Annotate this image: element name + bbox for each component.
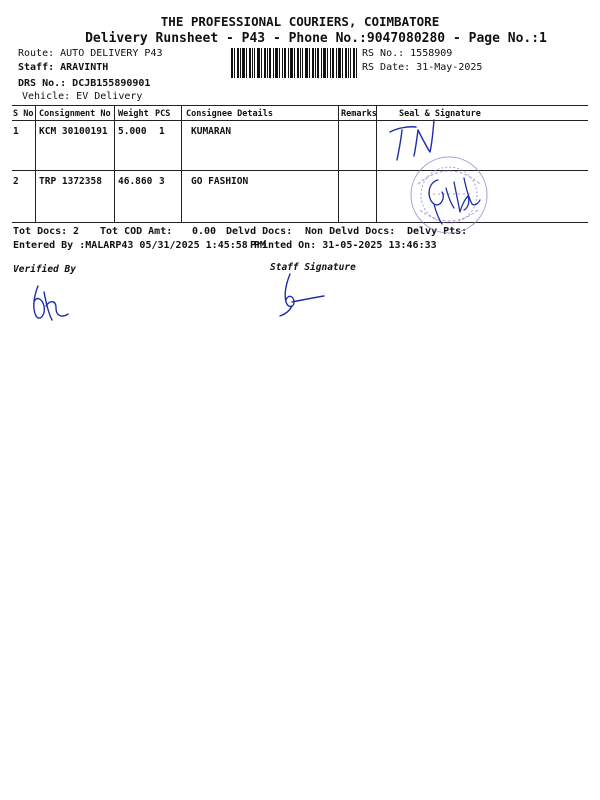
rs-number: RS No.: 1558909 <box>362 48 453 59</box>
row-pcs: 3 <box>159 176 165 187</box>
header-weight: Weight <box>118 109 149 119</box>
column-divider <box>181 105 182 222</box>
entered-by: Entered By :MALARP43 05/31/2025 1:45:58 PM <box>13 240 266 251</box>
rs-date: RS Date: 31-May-2025 <box>362 62 483 73</box>
row-weight: 5.000 <box>118 126 147 137</box>
staff-signature <box>276 270 328 322</box>
header-pcs: PCS <box>155 109 171 119</box>
header-seal-signature: Seal & Signature <box>399 109 481 119</box>
row-consignment-no: TRP 1372358 <box>39 176 102 187</box>
row-pcs: 1 <box>159 126 165 137</box>
header-remarks: Remarks <box>341 109 377 119</box>
row-consignee: GO FASHION <box>191 176 249 187</box>
header-consignee: Consignee Details <box>186 109 273 119</box>
table-header-rule <box>12 120 588 121</box>
table-top-rule <box>12 105 588 106</box>
staff-label: Staff: ARAVINTH <box>18 62 109 73</box>
verified-by-signature <box>28 282 76 324</box>
column-divider <box>114 105 115 222</box>
row-consignee: KUMARAN <box>191 126 232 137</box>
tot-docs-value: 2 <box>73 226 80 237</box>
header-sno: S No <box>13 109 34 119</box>
runsheet-subtitle: Delivery Runsheet - P43 - Phone No.:9047080280 - Page No.:1 <box>85 31 547 46</box>
printed-on: Printed On: 31-05-2025 13:46:33 <box>250 240 437 251</box>
tot-cod-value: 0.00 <box>192 226 217 237</box>
row-weight: 46.860 <box>118 176 153 187</box>
row-sno: 2 <box>13 176 19 187</box>
row-sno: 1 <box>13 126 19 137</box>
receiver-signature <box>420 168 484 228</box>
table-bottom-rule <box>12 222 588 223</box>
non-delvd-docs-label: Non Delvd Docs: <box>305 226 396 237</box>
column-divider <box>376 105 377 222</box>
column-divider <box>35 105 36 222</box>
column-divider <box>338 105 339 222</box>
tot-cod-label: Tot COD Amt: <box>100 226 173 237</box>
delvd-docs-label: Delvd Docs: <box>226 226 293 237</box>
company-title: THE PROFESSIONAL COURIERS, COIMBATORE <box>160 14 440 29</box>
verified-by-label: Verified By <box>13 264 76 275</box>
tot-docs-label: Tot Docs: <box>13 226 68 237</box>
staff-signature-label: Staff Signature <box>270 262 356 273</box>
vehicle-label: Vehicle: EV Delivery <box>22 91 143 102</box>
route-label: Route: AUTO DELIVERY P43 <box>18 48 163 59</box>
delvy-pts-label: Delvy Pts: <box>407 226 468 237</box>
row-consignment-no: KCM 30100191 <box>39 126 108 137</box>
header-consignment: Consignment No <box>39 109 111 119</box>
drs-number: DRS No.: DCJB155890901 <box>18 78 151 89</box>
barcode-image <box>231 48 357 78</box>
table-row-divider <box>12 170 588 171</box>
